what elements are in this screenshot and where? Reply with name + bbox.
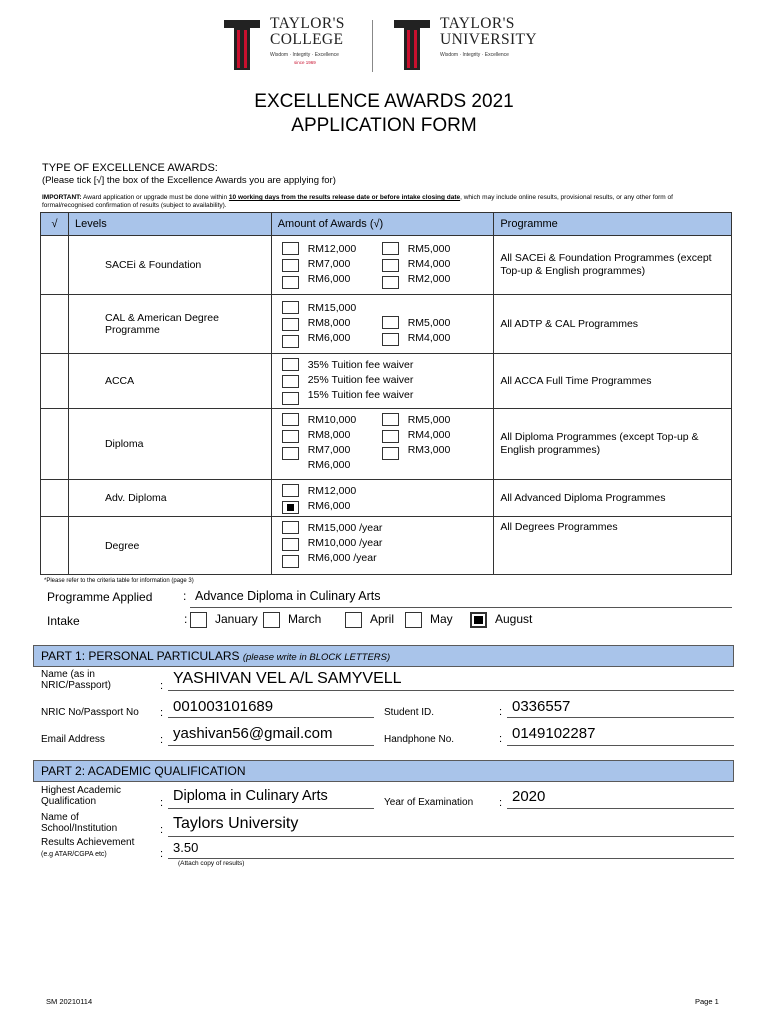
college-name-line2: COLLEGE xyxy=(270,31,344,48)
header-programme: Programme xyxy=(500,218,558,230)
award-option: RM15,000 /year xyxy=(307,522,383,534)
row-tick-box[interactable] xyxy=(41,295,69,354)
checkbox[interactable] xyxy=(382,259,399,272)
highest-qualification-label xyxy=(41,785,121,807)
checkbox[interactable] xyxy=(382,316,399,329)
name-colon: : xyxy=(160,680,164,692)
award-option: RM5,000 xyxy=(407,317,451,329)
row-programme: All ADTP & CAL Programmes xyxy=(494,295,732,354)
checkbox[interactable] xyxy=(282,521,299,534)
phone-label: Handphone No. xyxy=(384,734,455,745)
programme-value[interactable]: Advance Diploma in Culinary Arts xyxy=(195,589,381,603)
award-option: RM7,000 xyxy=(307,258,351,270)
student-id-underline xyxy=(507,717,734,718)
award-option: RM12,000 xyxy=(307,243,357,255)
checkbox[interactable] xyxy=(282,259,299,272)
row-amounts xyxy=(271,354,494,409)
year-underline xyxy=(507,808,734,809)
checkbox[interactable] xyxy=(282,301,299,314)
email-colon: : xyxy=(160,734,164,746)
college-crest-icon xyxy=(222,18,262,72)
award-option: RM6,000 xyxy=(307,459,351,471)
school-colon: : xyxy=(160,824,164,836)
award-option: RM10,000 /year xyxy=(307,537,383,549)
highest-qualification-field[interactable]: Diploma in Culinary Arts xyxy=(173,788,328,804)
award-option: RM5,000 xyxy=(407,414,451,426)
programme-label: Programme Applied xyxy=(47,590,153,604)
intake-checkbox[interactable] xyxy=(345,612,362,628)
name-label xyxy=(41,669,111,691)
row-level: ACCA xyxy=(68,354,271,409)
row-tick-box[interactable] xyxy=(41,517,69,575)
name-underline xyxy=(168,690,734,691)
award-option: 25% Tuition fee waiver xyxy=(307,374,414,386)
footer-code: SM 20210114 xyxy=(46,997,93,1006)
award-option: RM6,000 xyxy=(307,273,351,285)
intake-checkbox[interactable] xyxy=(405,612,422,628)
school-field[interactable]: Taylors University xyxy=(173,815,299,832)
nric-underline xyxy=(168,717,374,718)
results-label-line1: Results Achievement xyxy=(41,837,135,848)
award-option: RM5,000 xyxy=(407,243,451,255)
student-id-label: Student ID. xyxy=(384,707,435,718)
taylors-university-logo xyxy=(392,15,542,74)
checkbox[interactable] xyxy=(282,430,299,443)
checkbox[interactable] xyxy=(382,413,399,426)
table-row xyxy=(41,480,732,517)
university-name-line2: UNIVERSITY xyxy=(440,31,537,48)
table-header-row xyxy=(41,213,732,236)
part2-title: PART 2: ACADEMIC QUALIFICATION xyxy=(41,764,246,778)
table-row xyxy=(41,517,732,575)
row-tick-box[interactable] xyxy=(41,236,69,295)
awards-table xyxy=(40,212,732,575)
table-footnote: *Please refer to the criteria table for information (page 3) xyxy=(44,578,194,584)
row-programme: All Advanced Diploma Programmes xyxy=(494,480,732,517)
intake-option-march[interactable] xyxy=(263,612,321,628)
checkbox[interactable] xyxy=(282,484,299,497)
intake-colon: : xyxy=(184,612,188,626)
checkbox[interactable] xyxy=(282,335,299,348)
name-label-line2: NRIC/Passport) xyxy=(41,680,112,691)
row-programme: All ACCA Full Time Programmes xyxy=(494,354,732,409)
checkbox[interactable] xyxy=(382,242,399,255)
type-heading: TYPE OF EXCELLENCE AWARDS: xyxy=(42,162,218,174)
checkbox-checked[interactable] xyxy=(282,501,299,514)
university-tagline: Wisdom · Integrity · Excellence xyxy=(440,52,509,58)
important-note xyxy=(42,194,722,209)
phone-colon: : xyxy=(499,733,503,745)
award-option: RM4,000 xyxy=(407,332,451,344)
year-field[interactable]: 2020 xyxy=(512,788,546,805)
row-tick-box[interactable] xyxy=(41,354,69,409)
row-level: Degree xyxy=(68,517,271,575)
table-row xyxy=(41,236,732,295)
row-level: Diploma xyxy=(68,409,271,480)
checkbox[interactable] xyxy=(282,555,299,568)
intake-option-label: May xyxy=(430,612,453,627)
award-option: RM6,000 xyxy=(307,332,351,344)
intake-option-january[interactable] xyxy=(190,612,258,628)
nric-label: NRIC No/Passport No xyxy=(41,707,139,718)
header-amount: Amount of Awards (√) xyxy=(277,218,384,230)
checkbox[interactable] xyxy=(282,538,299,551)
checkbox[interactable] xyxy=(382,333,399,346)
award-option: 35% Tuition fee waiver xyxy=(307,359,414,371)
row-programme: All Diploma Programmes (except Top-up & English programmes) xyxy=(494,409,732,480)
university-name-line1: TAYLOR'S xyxy=(440,15,515,32)
email-label: Email Address xyxy=(41,734,105,745)
name-label-line1: Name (as in xyxy=(41,669,95,680)
checkbox[interactable] xyxy=(382,430,399,443)
intake-label: Intake xyxy=(47,614,80,628)
award-option: RM12,000 xyxy=(307,485,357,497)
hq-label-line1: Highest Academic xyxy=(41,785,122,796)
award-option: RM8,000 xyxy=(307,429,351,441)
intake-option-may[interactable] xyxy=(405,612,453,628)
intake-option-august[interactable] xyxy=(470,612,532,628)
row-tick-box[interactable] xyxy=(41,480,69,517)
hq-label-line2: Qualification xyxy=(41,796,97,807)
intake-checkbox[interactable] xyxy=(263,612,280,628)
phone-field[interactable]: 0149102287 xyxy=(512,725,596,742)
row-amounts xyxy=(271,409,494,480)
row-amounts xyxy=(271,295,494,354)
checkbox[interactable] xyxy=(282,447,299,460)
award-option: RM2,000 xyxy=(407,273,451,285)
email-field[interactable]: yashivan56@gmail.com xyxy=(173,725,333,742)
award-option: RM4,000 xyxy=(407,258,451,270)
name-field[interactable]: YASHIVAN VEL A/L SAMYVELL xyxy=(173,670,402,687)
row-level: CAL & American Degree Programme xyxy=(68,295,271,354)
row-amounts xyxy=(271,236,494,295)
row-amounts xyxy=(271,480,494,517)
part1-header xyxy=(33,645,734,667)
year-label: Year of Examination xyxy=(384,797,474,808)
programme-colon: : xyxy=(183,589,187,603)
taylors-college-logo xyxy=(222,15,362,74)
school-label xyxy=(41,812,117,834)
checkbox[interactable] xyxy=(282,318,299,331)
row-level: Adv. Diploma xyxy=(68,480,271,517)
checkbox[interactable] xyxy=(282,358,299,371)
row-amounts xyxy=(271,517,494,575)
hq-underline xyxy=(168,808,374,809)
footer-page: Page 1 xyxy=(695,997,719,1006)
logo-divider xyxy=(372,20,373,72)
school-underline xyxy=(168,836,734,837)
phone-underline xyxy=(507,745,734,746)
row-level: SACEi & Foundation xyxy=(68,236,271,295)
award-option: RM7,000 xyxy=(307,444,351,456)
nric-field[interactable]: 001003101689 xyxy=(173,698,274,715)
header-tick: √ xyxy=(51,218,58,230)
important-bold: 10 working days from the results release date or before intake closing date xyxy=(228,194,461,201)
checkbox[interactable] xyxy=(282,392,299,405)
award-option: RM4,000 xyxy=(407,429,451,441)
row-tick-box[interactable] xyxy=(41,409,69,480)
year-colon: : xyxy=(499,797,503,809)
part1-note: (please write in BLOCK LETTERS) xyxy=(242,652,391,663)
checkbox[interactable] xyxy=(282,242,299,255)
results-underline xyxy=(168,858,734,859)
type-note: (Please tick [√] the box of the Excellence Awards you are applying for) xyxy=(42,175,336,186)
attach-note: (Attach copy of results) xyxy=(178,860,245,867)
checkbox[interactable] xyxy=(382,447,399,460)
intake-checkbox-checked[interactable] xyxy=(470,612,487,628)
results-colon: : xyxy=(160,848,164,860)
header-levels: Levels xyxy=(74,218,107,230)
important-label: IMPORTANT: xyxy=(42,194,82,201)
award-option: RM6,000 /year xyxy=(307,552,377,564)
row-programme: All SACEi & Foundation Programmes (except Top-up & English programmes) xyxy=(494,236,732,295)
form-title-line1: EXCELLENCE AWARDS 2021 xyxy=(254,91,514,112)
award-option: RM15,000 xyxy=(307,302,357,314)
college-tagline: Wisdom · Integrity · Excellence xyxy=(270,52,339,58)
email-underline xyxy=(168,745,374,746)
intake-option-label: April xyxy=(370,612,395,627)
results-label xyxy=(41,837,134,860)
award-option: RM8,000 xyxy=(307,317,351,329)
programme-underline xyxy=(190,607,732,608)
award-option: RM6,000 xyxy=(307,500,351,512)
checkbox[interactable] xyxy=(282,276,299,289)
nric-colon: : xyxy=(160,707,164,719)
intake-option-april[interactable] xyxy=(345,612,394,628)
college-name-line1: TAYLOR'S xyxy=(270,15,345,32)
award-option: RM3,000 xyxy=(407,444,451,456)
college-since: since 1969 xyxy=(294,60,316,65)
part1-title: PART 1: PERSONAL PARTICULARS xyxy=(41,649,240,663)
important-pre: Award application or upgrade must be done within xyxy=(81,194,229,201)
results-field[interactable]: 3.50 xyxy=(173,840,199,855)
row-programme: All Degrees Programmes xyxy=(494,517,732,575)
table-row xyxy=(41,354,732,409)
hq-colon: : xyxy=(160,797,164,809)
form-title-line2: APPLICATION FORM xyxy=(291,115,477,136)
checkbox[interactable] xyxy=(382,276,399,289)
checkbox[interactable] xyxy=(282,375,299,388)
part2-header xyxy=(33,760,734,782)
university-crest-icon xyxy=(392,18,432,72)
table-row xyxy=(41,409,732,480)
intake-option-label: August xyxy=(495,612,533,627)
award-option: RM10,000 xyxy=(307,414,357,426)
intake-option-label: March xyxy=(288,612,322,627)
student-id-field[interactable]: 0336557 xyxy=(512,698,571,715)
important-post: , which may include online results, provisional results, or any other form of formal/recognised confirmation of results (subject to availability). xyxy=(42,194,673,209)
school-label-line1: Name of xyxy=(41,812,79,823)
table-row xyxy=(41,295,732,354)
intake-checkbox[interactable] xyxy=(190,612,207,628)
checkbox[interactable] xyxy=(282,413,299,426)
school-label-line2: School/Institution xyxy=(41,823,118,834)
results-label-line2: (e.g ATAR/CGPA etc) xyxy=(41,851,107,858)
award-option: 15% Tuition fee waiver xyxy=(307,389,414,401)
student-id-colon: : xyxy=(499,706,503,718)
intake-option-label: January xyxy=(215,612,258,627)
